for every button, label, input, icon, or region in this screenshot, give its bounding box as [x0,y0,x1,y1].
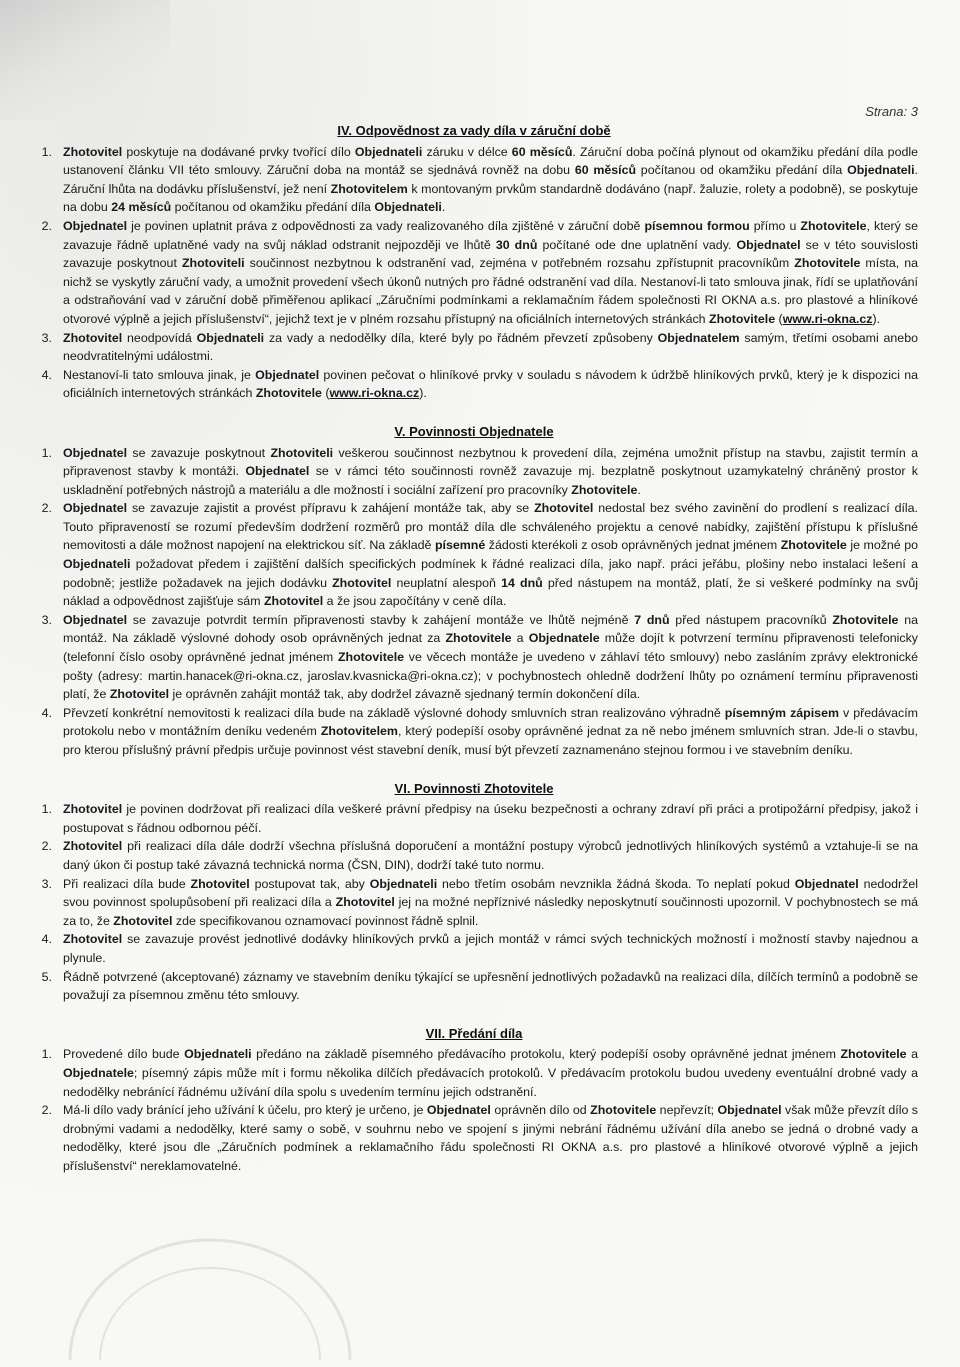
item-number: 4. [41,367,52,382]
section-v [30,423,918,760]
item-number: 3. [41,612,52,627]
section-vi-item-1: 1. Zhotovitel je povinen dodržovat při realizaci díla veškeré právní předpisy na úseku bezpečnosti a ochrany zdraví při práci a protipožární předpisy, jakož i postupovat s řádnou odbornou péčí. [30,800,918,837]
section-iv [30,122,918,403]
section-vi-item-5: 5. Řádně potvrzené (akceptované) záznamy ve stavebním deníku týkající se upřesnění jednotlivých požadavků na realizaci díla, dílčích termínů a podobně se považují za písemnou změnu této smlouvy. [30,968,918,1005]
section-iv-item-4: 4. Nestanoví-li tato smlouva jinak, je Objednatel povinen pečovat o hliníkové prvky v souladu s návodem k údržbě hliníkových prvků, který je k dispozici na oficiálních internetových stránkách Zhotovitele (www.ri-okna.cz). [30,366,918,403]
item-number: 1. [41,802,52,817]
item-number: 2. [41,218,52,233]
website-link[interactable]: www.ri-okna.cz [782,311,873,326]
section-vii-item-1: 1. Provedené dílo bude Objednateli předáno na základě písemného předávacího protokolu, který podepíší osoby oprávněné jednat jménem Zhotovitele a Objednatele; písemný zápis může mít i formu několika dílčích předávacích protokolů. V předávacím protokolu budou uvedeny eventuální drobné vady a nedodělky nebránící řádnému užívání díla spolu s uvedením termínu jejich odstranění. [30,1045,918,1101]
section-vi-item-4: 4. Zhotovitel se zavazuje provést jednotlivé dodávky hliníkových prvků a jejich montáž v rámci svých technických možností i možností stavby najednou a plynule. [30,930,918,967]
item-number: 4. [41,932,52,947]
section-iv-item-3: 3. Zhotovitel neodpovídá Objednateli za vady a nedodělky díla, které byly po řádném převzetí způsobeny Objednatelem samým, třetími osobami anebo neodvratitelnými událostmi. [30,329,918,366]
section-vi-item-3: 3. Při realizaci díla bude Zhotovitel postupovat tak, aby Objednateli nebo třetím osobám nevznikla žádná škoda. To neplatí pokud Objednatel nedodržel svou povinnost spolupůsobení při realizaci díla a Zhotovitel jej na možné nepříznivé následky neposkytnutí součinnosti upozornil. V pochybnostech se má za to, že Zhotovitel zde specifikovanou oznamovací povinnost řádně splnil. [30,875,918,931]
section-vi-title: VI. Povinnosti Zhotovitele [394,780,554,796]
section-v-item-1: 1. Objednatel se zavazuje poskytnout Zhotoviteli veškerou součinnost nezbytnou k provedení díla, zejména umožnit přístup na stavbu, zajistit termín a připravenost stavby k montáži. Objednatel se v rámci této součinnosti rovněž zavazuje mj. bezplatně poskytnout uzamykatelný chráněný prostor k uskladnění potřebných nástrojů a materiálu a dle možností i sociální zařízení pro pracovníky Zhotovitele. [30,444,918,500]
section-iv-item-2: 2. Objednatel je povinen uplatnit práva z odpovědnosti za vady realizovaného díla zjištěné v záruční době písemnou formou přímo u Zhotovitele, který se zavazuje řádně uplatněné vady na svůj náklad odstranit nejpozději ve lhůtě 30 dnů počítané ode dne uplatnění vady. Objednatel se v této souvislosti zavazuje poskytnout Zhotoviteli součinnost nezbytnou k odstranění vad, zejména v potřebném rozsahu zpřístupnit pracovníkům Zhotovitele místa, na nichž se vyskytly záruční vady, a umožnit provedení všech úkonů nutných pro řádné odstranění vad díla. Nestanoví-li tato smlouva jinak, řídí se uplatňování a odstraňování vad v záruční době přiměřenou aplikací „Záručními podmínkami a reklamačním řádem společnosti RI OKNA a.s. pro plastové a hliníkové otvorové výplně a jejich příslušenství“, jejichž text je v plném rozsahu přístupný na oficiálních internetových stránkách Zhotovitele (www.ri-okna.cz). [30,217,918,329]
section-vii-title: VII. Předání díla [425,1025,523,1041]
item-number: 2. [41,501,52,516]
page-number: Strana: 3 [865,104,918,119]
section-vi-item-2: 2. Zhotovitel při realizaci díla dále dodrží všechna příslušná doporučení a montážní postupy výrobců jednotlivých hliníkových systémů a vztahuje-li se na daný úkon či postup také závazná technická norma (ČSN, DIN), dodrží také tuto normu. [30,837,918,874]
item-number: 1. [41,144,52,159]
item-number: 1. [41,1047,52,1062]
item-number: 5. [41,969,52,984]
item-number: 2. [41,1103,52,1118]
stamp-watermark [60,1210,360,1360]
section-v-item-2: 2. Objednatel se zavazuje zajistit a provést přípravu k zahájení montáže tak, aby se Zhotovitel nedostal bez svého zavinění do prodlení s realizací díla. Touto připraveností se rozumí především dodržení rozměrů pro montáž díla dle schváleného projektu a cenové nabídky, zajištění přístupu k příslušné nemovitosti a dále možnost napojení na elektrickou síť. Na základě písemné žádosti kterékoli z osob oprávněných jednat jménem Zhotovitele je možné po Objednateli požadovat předem i zajištění dalších specifických podmínek k řádné realizaci díla, jako např. práci jeřábu, plošiny nebo instalaci lešení a podobně; jestliže požadavek na jejich dodávku Zhotovitel neuplatní alespoň 14 dnů před nástupem na montáž, platí, že si veškeré podmínky na svůj náklad a odpovědnost zajišťuje sám Zhotovitel a že jsou započítány v ceně díla. [30,499,918,611]
item-number: 4. [41,705,52,720]
section-v-item-3: 3. Objednatel se zavazuje potvrdit termín připravenosti stavby k zahájení montáže ve lhůtě nejméně 7 dnů před nástupem pracovníků Zhotovitele na montáž. Na základě výslovné dohody osob oprávněných jednat za Zhotovitele a Objednatele může dojít k potvrzení termínu připravenosti telefonicky (telefonní číslo osoby oprávněné jednat jménem Zhotovitele ve věcech montáže je uvedeno v záhlaví této smlouvy) nebo zasláním zprávy elektronické pošty (adresy: martin.hanacek@ri-okna.cz, jaroslav.kvasnicka@ri-okna.cz); v pochybnostech ohledně dodržení lhůty po oznámení termínu připravenosti platí, že Zhotovitel je oprávněn zahájit montáž tak, aby dodržel závazně sjednaný termín dokončení díla. [30,611,918,704]
page-corner-fold [0,0,170,120]
item-number: 2. [41,839,52,854]
section-iv-item-1: 1. Zhotovitel poskytuje na dodávané prvky tvořící dílo Objednateli záruku v délce 60 měsíců. Záruční doba počíná plynout od okamžiku předání díla podle ustanovení článku VII této smlouvy. Záruční doba na montáž se sjednává rovněž na dobu 60 měsíců počítanou od okamžiku předání díla Objednateli. Záruční lhůta na dodávku příslušenství, jež není Zhotovitelem k montovaným prvkům standardně dodáváno (např. žaluzie, rolety a podobně), se poskytuje na dobu 24 měsíců počítanou od okamžiku předání díla Objednateli. [30,143,918,217]
section-vii-item-2: 2. Má-li dílo vady bránící jeho užívání k účelu, pro který je určeno, je Objednatel oprávněn dílo od Zhotovitele nepřevzít; Objednatel však může převzít dílo s drobnými vadami a nedodělky, které samy o sobě, v souhrnu nebo ve spojení s jinými nebrání řádnému užívání díla anebo se jedná o drobné vady a nedodělky, které jsou dle „Záručních podmínek a reklamačního řádu společnosti RI OKNA a.s. pro plastové a hliníkové otvorové výplně a jejich příslušenství“ nereklamovatelné. [30,1101,918,1175]
contract-body [30,122,918,1195]
section-v-item-4: 4. Převzetí konkrétní nemovitosti k realizaci díla bude na základě výslovné dohody smluvních stran realizováno výhradně písemným zápisem v předávacím protokolu nebo v montážním deníku vedeném Zhotovitelem, který podepíší osoby oprávněné jednat za ně nebo jménem smluvních stran. Jde-li o stavbu, pro kterou příslušný právní předpis určuje povinnost vést stavební deník, musí být převzetí zaznamenáno stejnou formou i ve stavebním deníku. [30,704,918,760]
item-number: 3. [41,330,52,345]
item-number: 1. [41,445,52,460]
item-number: 3. [41,876,52,891]
website-link[interactable]: www.ri-okna.cz [329,386,420,401]
section-iv-title: IV. Odpovědnost za vady díla v záruční době [337,123,611,138]
section-vii [30,1025,918,1176]
section-vi [30,780,918,1005]
section-v-title: V. Povinnosti Objednatele [394,423,554,439]
